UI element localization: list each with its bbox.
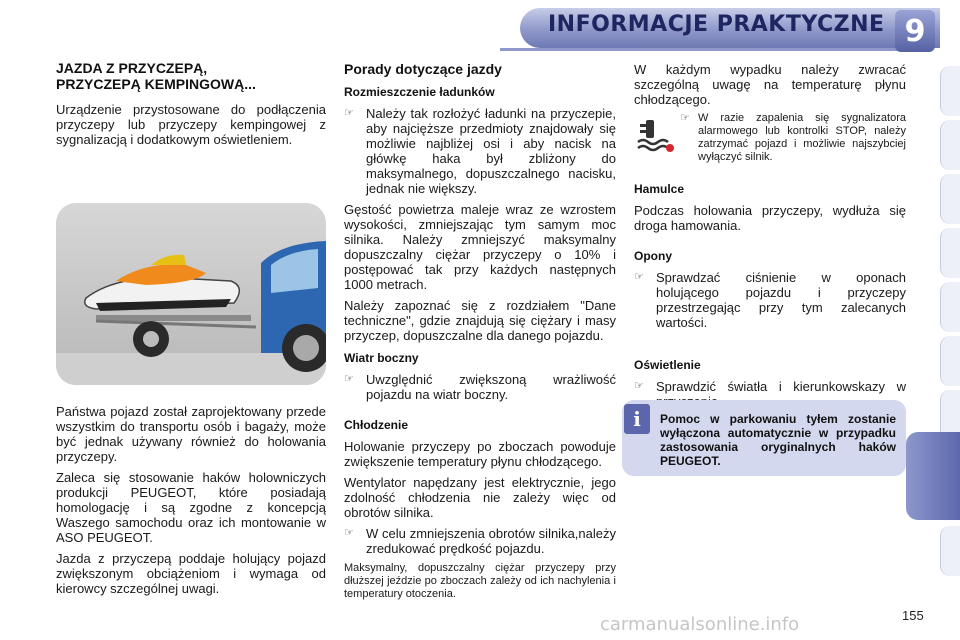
tyres-bullet [634,270,906,330]
column-right-lower [634,174,906,415]
coolant-warning-icon [636,118,676,154]
chapter-tab[interactable] [940,526,960,576]
column-middle [344,62,616,607]
brakes-heading: Hamulce [634,182,685,196]
lights-bullet-text: Sprawdzić światła i kierunkowskazy w [656,379,906,394]
info-icon: i [624,404,650,434]
pointing-hand-icon: ☞ [344,527,354,539]
chapter-badge[interactable]: 9 [895,10,935,52]
crosswind-heading: Wiatr boczny [344,351,419,365]
tow-hook-paragraph: Zaleca się stosowanie haków holowniczych produkcji PEUGEOT, które posiadają homologację i są zgodne z koncepcją Waszego samochodu oraz ich montowanie w ASO PEUGEOT. [56,470,326,545]
tyres-bullet-text: Sprawdzać ciśnienie w oponach holującego pojazdu i przyczepy przestrzegając przy tym zalecanych wartości. [656,270,906,330]
pointing-hand-icon: ☞ [344,373,354,385]
warning-note [680,112,906,170]
tyres-heading: Opony [634,249,672,263]
pointing-hand-icon: ☞ [634,380,644,392]
load-bullet [344,106,616,196]
pointing-hand-icon: ☞ [344,107,354,119]
crosswind-bullet [344,372,616,402]
chapter-tab[interactable] [940,336,960,386]
driving-tips-title: Porady dotyczące jazdy [344,61,502,77]
technical-data-paragraph: Należy zapoznać się z rozdziałem "Dane techniczne", gdzie znajdują się ciężary i masy przyczep, dopuszczalne dla danego pojazdu. [344,298,616,343]
intro-paragraph: Urządzenie przystosowane do podłączenia przyczepy lub przyczepy kempingowej z sygnalizacją i dodatkowym oświetleniem. [56,102,326,147]
chapter-tabs [940,66,960,606]
brakes-paragraph: Podczas holowania przyczepy, wydłuża się droga hamowania. [634,203,906,233]
cooling-bullet-text: W celu zmniejszenia obrotów silnika,należy zredukować prędkość pojazdu. [366,526,616,556]
cooling-paragraph-2: Wentylator napędzany jest elektrycznie, jego zdolność chłodzenia nie zależy więc od obrotów silnika. [344,475,616,520]
page-header-title: INFORMACJE PRAKTYCZNE [548,12,885,37]
driver-attention-paragraph: Jazda z przyczepą poddaje holujący pojazd zwiększonym obciążeniom i wymaga od kierowcy szczególnej uwagi. [56,551,326,596]
trailer-illustration [56,203,326,385]
coolant-temperature-paragraph: W każdym wypadku należy zwracać szczególną uwagę na temperaturę płynu chłodzącego. [634,62,906,107]
pointing-hand-icon: ☞ [634,271,644,283]
column-right [634,62,906,113]
crosswind-bullet-text: Uwzględnić zwiększoną wrażliwość pojazdu na wiatr boczny. [366,372,616,402]
column-left [56,60,326,153]
cooling-heading: Chłodzenie [344,418,409,432]
air-density-paragraph: Gęstość powietrza maleje wraz ze wzrostem wysokości, zmniejszając tym samym moc silnika. Należy zmniejszyć maksymalny dopuszczalny ciężar przyczepy o 10% i postępować tak przy każdych następnych 1000 metrach. [344,202,616,292]
section-title: JAZDA Z PRZYCZEPĄ, PRZYCZEPĄ KEMPINGOWĄ... [56,60,256,92]
chapter-tab[interactable] [940,66,960,116]
info-box-text: Pomoc w parkowaniu tyłem zostanie wyłączona automatycznie w przypadku zastosowania oryginalnych haków PEUGEOT. [660,412,896,468]
header-line [500,48,930,51]
column-left-lower [56,404,326,602]
chapter-tab-active[interactable] [906,432,960,520]
cooling-paragraph-1: Holowanie przyczepy po zboczach powoduje zwiększenie temperatury płynu chłodzącego. [344,439,616,469]
warning-bullet [680,112,906,164]
warning-text: W razie zapalenia się sygnalizatora alarmowego lub kontrolki STOP, należy zatrzymać pojazd i możliwie najszybciej wyłączyć silnik. [698,112,906,163]
watermark: carmanualsonline.info [600,614,800,635]
chapter-tab[interactable] [940,282,960,332]
page-number: 155 [902,608,924,623]
vehicle-purpose-paragraph: Państwa pojazd został zaprojektowany przede wszystkim do transportu osób i bagaży, może być jednak używany również do holowania przyczepy. [56,404,326,464]
cooling-note: Maksymalny, dopuszczalny ciężar przyczepy przy dłuższej jeździe po zboczach zależy od ich nachylenia i temperatury otoczenia. [344,562,616,600]
chapter-tab[interactable] [940,174,960,224]
cooling-bullet [344,526,616,556]
load-bullet-text: Należy tak rozłożyć ładunki na przyczepie, aby najcięższe przedmioty znajdowały się możliwie najbliżej osi i aby nacisk na główkę haka był zbliżony do maksymalnego, dopuszczalnego nacisku, jednak nie większy. [366,106,616,196]
chapter-tab[interactable] [940,228,960,278]
chapter-tab[interactable] [940,120,960,170]
load-heading: Rozmieszczenie ładunków [344,85,495,99]
pointing-hand-icon: ☞ [680,112,690,124]
lights-heading: Oświetlenie [634,358,701,372]
